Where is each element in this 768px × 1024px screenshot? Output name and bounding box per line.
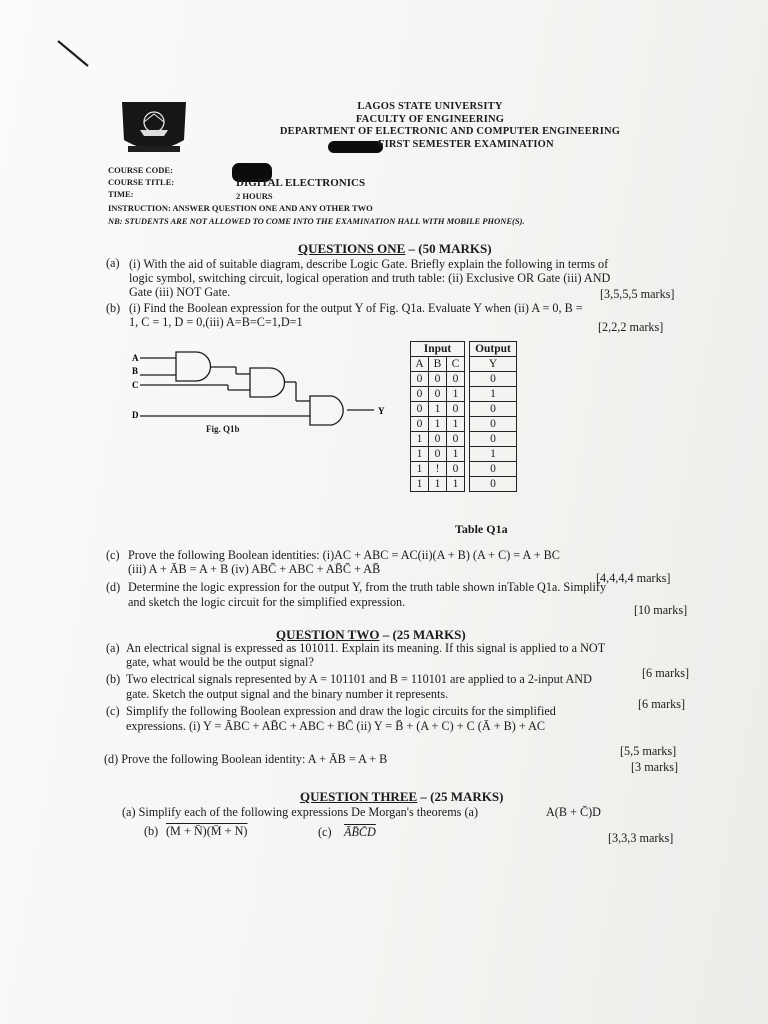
circuit-input-d: D bbox=[132, 410, 139, 420]
circuit-input-a: A bbox=[132, 353, 139, 363]
q1b-line2: 1, C = 1, D = 0,(iii) A=B=C=1,D=1 bbox=[129, 315, 303, 329]
q1c-line1: Prove the following Boolean identities: (i)AC + ABC = AC(ii)(A + B) (A + C) = A + BC bbox=[128, 548, 560, 562]
q2b-marks: [6 marks] bbox=[638, 697, 686, 711]
q2c-line2: expressions. (i) Y = ĀBC + AB̄C + ABC + BC̄ (ii) Y = B̄ + (A + C) + C (Ā + B) + AC bbox=[126, 719, 546, 733]
q1a-label: (a) bbox=[106, 256, 120, 270]
circuit-input-c: C bbox=[132, 380, 139, 390]
table-caption: Table Q1a bbox=[455, 522, 508, 536]
q2b-label: (b) bbox=[106, 672, 121, 686]
q2d-line: (d) Prove the following Boolean identity: A + ĀB = A + B bbox=[104, 752, 388, 766]
course-code-label: COURSE CODE: bbox=[108, 165, 173, 175]
instruction-text: INSTRUCTION: ANSWER QUESTION ONE AND ANY OTHER TWO bbox=[108, 203, 373, 213]
q1c-marks: [4,4,4,4 marks] bbox=[596, 571, 671, 585]
course-title: DIGITAL ELECTRONICS bbox=[236, 177, 366, 189]
fig-label: Fig. Q1b bbox=[206, 424, 240, 434]
table-row: 0 1 0 0 bbox=[411, 402, 517, 417]
course-title-label: COURSE TITLE: bbox=[108, 177, 175, 187]
q2b-line2: gate. Sketch the output signal and the binary number it represents. bbox=[126, 687, 449, 701]
q1d-label: (d) bbox=[106, 580, 121, 594]
logic-circuit-diagram bbox=[128, 344, 398, 444]
university-name: LAGOS STATE UNIVERSITY bbox=[357, 101, 503, 112]
redacted-course-code bbox=[328, 141, 383, 153]
q3b-expr: (M + N̄)(M̄ + N) bbox=[166, 824, 248, 838]
table-col-header: B bbox=[429, 357, 447, 372]
q3b-label: (b) bbox=[144, 824, 159, 838]
circuit-input-b: B bbox=[132, 366, 139, 376]
q1a-line2: logic symbol, switching circuit, logical operation and truth table: (ii) Exclusive OR Gate (iii) AND bbox=[129, 271, 611, 285]
exam-duration: 2 HOURS bbox=[236, 191, 273, 201]
table-col-header: C bbox=[447, 357, 465, 372]
q1b-marks: [2,2,2 marks] bbox=[598, 320, 664, 334]
nb-text: NB: STUDENTS ARE NOT ALLOWED TO COME INTO THE EXAMINATION HALL WITH MOBILE PHONE(S). bbox=[108, 216, 525, 226]
q2c-marks: [5,5 marks] bbox=[620, 744, 677, 758]
q1-title: QUESTIONS ONE – (50 MARKS) bbox=[298, 241, 492, 256]
table-col-header: A bbox=[411, 357, 429, 372]
q3c-label: (c) bbox=[318, 825, 332, 839]
q2a-line2: gate, what would be the output signal? bbox=[126, 655, 314, 669]
q1b-label: (b) bbox=[106, 301, 121, 315]
q3a-expr: A(B + C̄)D bbox=[546, 805, 601, 819]
q2c-line1: Simplify the following Boolean expression and draw the logic circuits for the simplified bbox=[126, 704, 556, 718]
q3c-expr: ĀB̄C̄D bbox=[344, 825, 376, 839]
table-row: 1 0 1 1 bbox=[411, 447, 517, 462]
q2c-label: (c) bbox=[106, 704, 120, 718]
q1d-marks: [10 marks] bbox=[634, 603, 688, 617]
university-logo-icon bbox=[118, 100, 190, 158]
q3-marks: [3,3,3 marks] bbox=[608, 831, 674, 845]
q1a-line3: Gate (iii) NOT Gate. bbox=[129, 285, 231, 299]
q3-title: QUESTION THREE – (25 MARKS) bbox=[300, 789, 504, 804]
q2b-line1: Two electrical signals represented by A = 101101 and B = 110101 are applied to a 2-input AND bbox=[126, 672, 592, 686]
truth-table bbox=[410, 341, 517, 492]
table-col-header: Y bbox=[470, 357, 517, 372]
q2a-label: (a) bbox=[106, 641, 120, 655]
circuit-output-y: Y bbox=[378, 406, 385, 416]
q3a-line: (a) Simplify each of the following expressions De Morgan's theorems (a) bbox=[122, 805, 478, 819]
table-row: 0 0 0 0 bbox=[411, 372, 517, 387]
pen-mark bbox=[55, 38, 95, 72]
q1c-label: (c) bbox=[106, 548, 120, 562]
table-input-header: Input bbox=[411, 342, 465, 357]
table-output-header: Output bbox=[470, 342, 517, 357]
table-row: 0 1 1 0 bbox=[411, 417, 517, 432]
q2a-marks: [6 marks] bbox=[642, 666, 690, 680]
table-row: 1 0 0 0 bbox=[411, 432, 517, 447]
q2a-line1: An electrical signal is expressed as 101011. Explain its meaning. If this signal is applied to a NOT bbox=[126, 641, 606, 655]
q1d-line2: and sketch the logic circuit for the simplified expression. bbox=[128, 595, 406, 609]
semester-title: FIRST SEMESTER EXAMINATION bbox=[378, 139, 554, 150]
q1a-line1: (i) With the aid of suitable diagram, describe Logic Gate. Briefly explain the following in terms of bbox=[129, 257, 609, 271]
department-name: DEPARTMENT OF ELECTRONIC AND COMPUTER ENGINEERING bbox=[279, 126, 621, 137]
q1a-marks: [3,5,5,5 marks] bbox=[600, 287, 675, 301]
faculty-name: FACULTY OF ENGINEERING bbox=[355, 114, 505, 125]
q1b-line1: (i) Find the Boolean expression for the output Y of Fig. Q1a. Evaluate Y when (ii) A = 0, B = bbox=[129, 301, 583, 315]
q2d-marks: [3 marks] bbox=[631, 760, 679, 774]
q1d-line1: Determine the logic expression for the output Y, from the truth table shown inTable Q1a. Simplify bbox=[128, 580, 607, 594]
table-row: 1 1 1 0 bbox=[411, 477, 517, 492]
table-row: 1 ! 0 0 bbox=[411, 462, 517, 477]
q2-title: QUESTION TWO – (25 MARKS) bbox=[276, 627, 466, 642]
table-row: 0 0 1 1 bbox=[411, 387, 517, 402]
time-label: TIME: bbox=[108, 189, 134, 199]
q1c-line2: (iii) A + ĀB = A + B (iv) ABC̄ + ABC + AB̄C̄ + AB̄ bbox=[128, 562, 381, 576]
